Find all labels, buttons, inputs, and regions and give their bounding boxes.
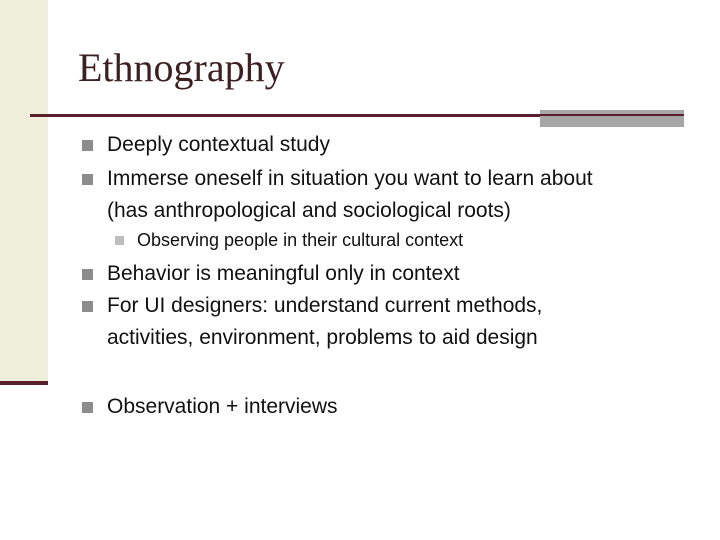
bullet-item bbox=[82, 258, 460, 290]
slide-title: Ethnography bbox=[78, 45, 285, 90]
title-underline bbox=[30, 114, 540, 117]
left-panel-accent-bar bbox=[0, 381, 48, 385]
bullet-item bbox=[82, 129, 330, 161]
bullet-item bbox=[82, 290, 542, 354]
title-rule-grey-block bbox=[540, 110, 684, 127]
square-bullet-icon bbox=[82, 301, 93, 312]
bullet-item bbox=[82, 163, 593, 227]
bullet-text: Deeply contextual study bbox=[107, 133, 330, 156]
square-bullet-icon bbox=[82, 269, 93, 280]
bullet-text: For UI designers: understand current methods, activities, environment, problems to aid design bbox=[107, 294, 543, 349]
bullet-text: Observation + interviews bbox=[107, 395, 338, 418]
title-rule-accent-line bbox=[540, 114, 684, 116]
square-bullet-icon bbox=[82, 402, 93, 413]
left-decorative-panel bbox=[0, 0, 48, 384]
bullet-text: Immerse oneself in situation you want to learn about (has anthropological and sociological roots) bbox=[107, 167, 593, 222]
square-bullet-icon bbox=[82, 140, 93, 151]
sub-bullet-text: Observing people in their cultural context bbox=[137, 230, 464, 250]
bullet-item bbox=[82, 391, 338, 423]
square-sub-bullet-icon bbox=[115, 236, 124, 245]
square-bullet-icon bbox=[82, 174, 93, 185]
bullet-text: Behavior is meaningful only in context bbox=[107, 262, 460, 285]
sub-bullet-item bbox=[115, 226, 463, 254]
